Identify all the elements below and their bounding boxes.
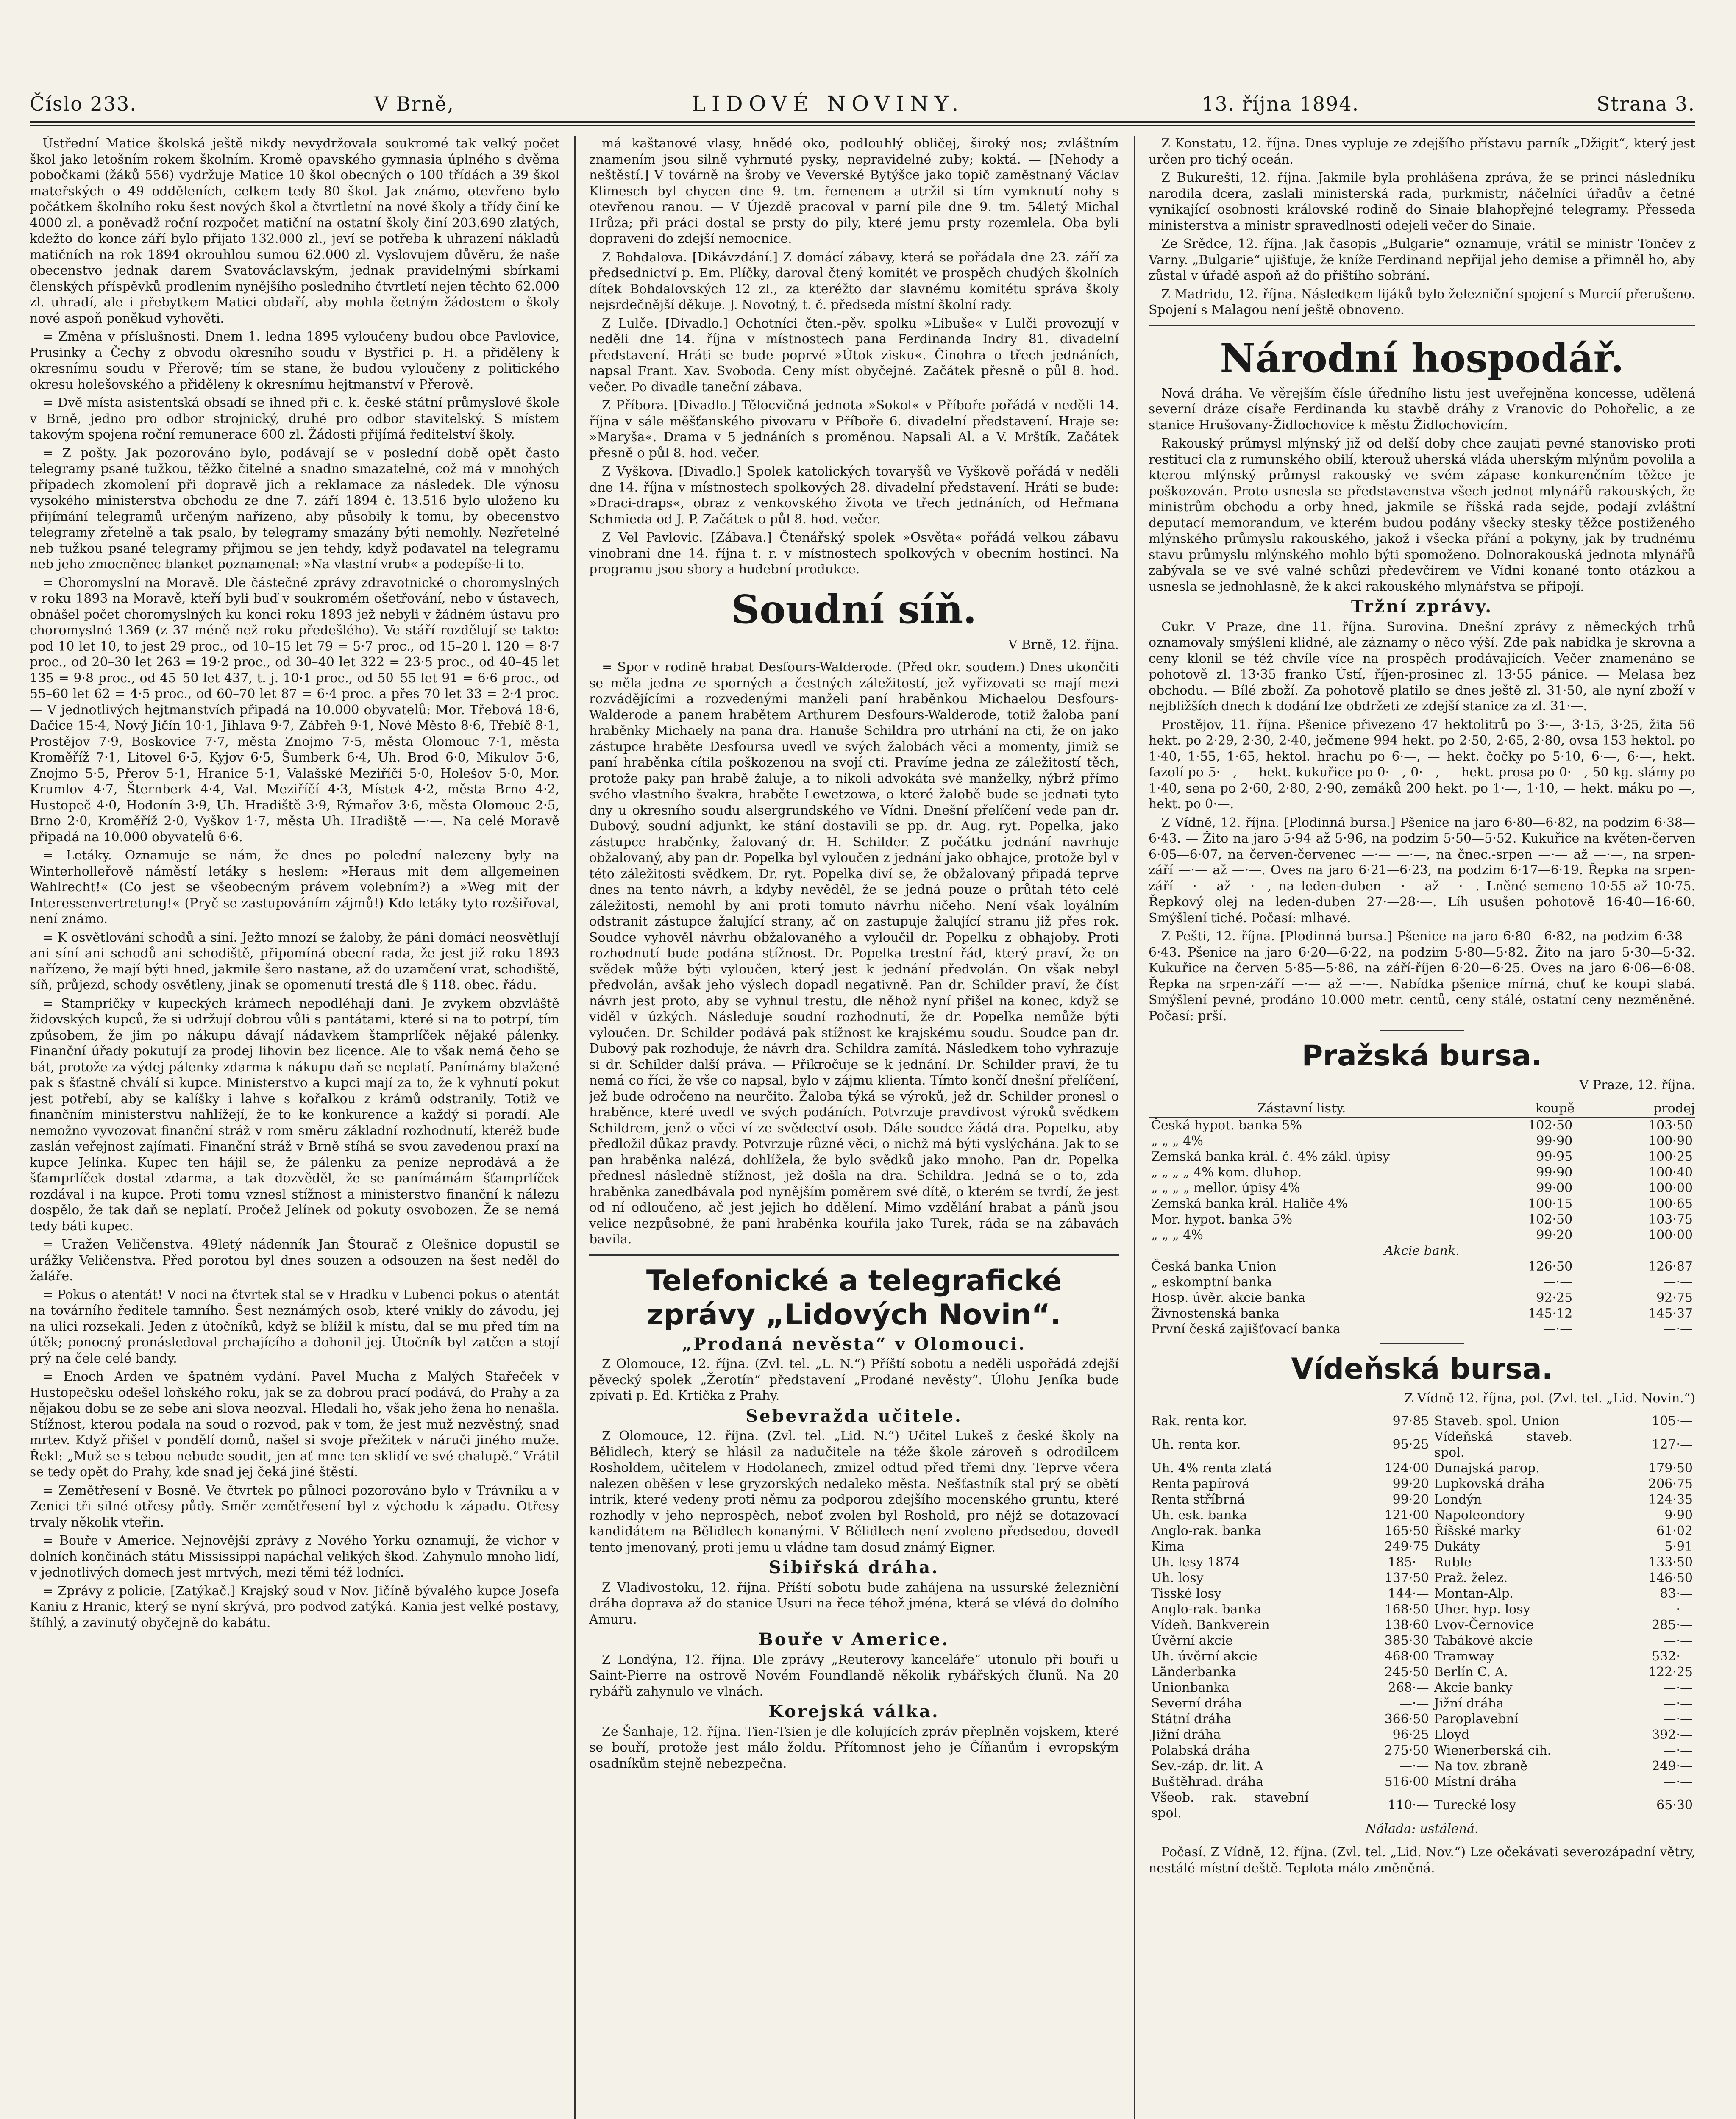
table-row	[1149, 1413, 1695, 1429]
table-row	[1149, 1180, 1695, 1196]
table-cell: 99·20	[1536, 1227, 1573, 1243]
column-divider	[1134, 136, 1135, 2119]
table-cell: Praž. želez.	[1434, 1570, 1508, 1585]
market-item: Prostějov, 11. října. Pšenice přivezeno 47 hektolitrů po 3·—, 3·15, 3·25, žita 56 hekt. po 2·29, 2·30, 2·40, ječmene 994 hekt. po 2·50, 2·65, 2·80, ovsa 153 hektol. po 1·40, 1·55, 1·65, hektol. hrachu po 6·—, — hekt. čočky po 5·10, 6·—, 6·—, hekt. fazolí po 5·—, — hekt. kukuřice po 0·—, 0·—, — hekt. prosa po 0·—, 50 kg. slámy po 1·40, sena po 2·60, 2·80, 2·90, zemáků 200 hekt. po 1·—, 1·10, — hekt. máku po —, hekt. po 0·—.	[1149, 717, 1695, 812]
news-item: = Z pošty. Jak pozorováno bylo, podávají se v poslední době opět často telegramy psané tužkou, těžko čitelné a snadno smazatelné, což má v mnohých případech zkomolení při dopravě jich a reklamace za následek. Dle výnosu vysokého ministerstva obchodu ze dne 7. září 1894 č. 13.516 bylo uloženo ku přijímání telegramů určeným nařízeno, aby působily k tomu, by obecenstvo telegramy zřetelně a tak psalo, by telegramy smazány býti nemohly. Nezřetelné neb tužkou psané telegramy přijmou se jen tehdy, když podavatel na telegramu neb jeho zmocněnec blanket poznamenal: »Na vlastní vrub« a podepíše-li to.	[30, 445, 559, 572]
table-cell: —·—	[1543, 1322, 1573, 1337]
table-cell: „ „ „ 4%	[1151, 1133, 1203, 1148]
table-cell: Berlín C. A.	[1434, 1664, 1508, 1680]
table-cell: 92·75	[1656, 1290, 1693, 1305]
column-1	[30, 136, 559, 2119]
column-2	[589, 136, 1119, 2119]
table-row	[1149, 1196, 1695, 1212]
table-cell: 137·50	[1384, 1570, 1429, 1585]
table-cell: Napoleondory	[1434, 1507, 1525, 1523]
table-row	[1149, 1727, 1695, 1743]
issue-number: Číslo 233.	[30, 92, 137, 115]
newspaper-page	[30, 25, 1695, 2119]
table-cell: 165·50	[1384, 1523, 1429, 1538]
table-cell: 532·—	[1652, 1649, 1693, 1664]
table-row	[1149, 1460, 1695, 1476]
table-cell: 102·50	[1528, 1212, 1573, 1227]
table-cell: 126·50	[1528, 1259, 1573, 1274]
table-cell: 100·90	[1648, 1133, 1693, 1148]
telegram-item: Z Konstatu, 12. října. Dnes vypluje ze zdejšího přístavu parník „Džigit“, který jest určen pro tichý oceán.	[1149, 136, 1695, 167]
telegram-item: Ze Srědce, 12. října. Jak časopis „Bulgarie“ oznamuje, vrátil se ministr Tončev z Varny. „Bulgarie“ ujišťuje, že kníže Ferdinand nepřijal jeho demise a přimněl ho, aby zůstal v úřadě aspoň až do příštího sobrání.	[1149, 236, 1695, 283]
table-cell: Státní dráha	[1151, 1711, 1232, 1727]
table-cell: 249·—	[1652, 1758, 1693, 1774]
table-cell: —·—	[1399, 1758, 1429, 1774]
news-item: = Dvě místa asistentská obsadí se ihned při c. k. české státní průmyslové škole v Brně, jedno pro odbor strojnický, druhé pro odbor stavitelský. S místem takovým spojena roční remunerace 600 zl. Žádosti přijímá ředitelství školy.	[30, 395, 559, 442]
table-row	[1149, 1306, 1695, 1321]
table-cell: 100·25	[1648, 1149, 1693, 1164]
table-cell: 168·50	[1384, 1602, 1429, 1617]
table-row	[1149, 1507, 1695, 1523]
table-row	[1149, 1633, 1695, 1649]
news-item: Z Vel Pavlovic. [Zábava.] Čtenářský spolek »Osvěta« pořádá velkou zábavu vinobraní dne 14. října t. r. v místnostech spolkových v obecním hostinci. Na programu jsou sbory a hudební produkce.	[589, 530, 1119, 577]
table-cell: Dukáty	[1434, 1539, 1480, 1554]
news-item: = Pokus o atentát! V noci na čtvrtek stal se v Hradku v Lubenci pokus o atentát na továrního ředitele tamního. Šest neznámých osob, které vnikly do závodu, jej na ulici rozsekali. Jeden z útočníků, když se blížil k místu, dal se mu před tím na útěk; ponocný pronásledoval prchajícího a dohonil jej. Útočník byl zatčen a stojí prý na čele celé bandy.	[30, 1287, 559, 1366]
news-item: Ústřední Matice školská ještě nikdy nevydržovala soukromé tak velký počet škol jako letošním rokem školním. Kromě opavského gymnasia úplného s dvěma pobočkami (žáků 556) vydržuje Matice 10 škol obecných o 100 třídách a 39 škol mateřských o 49 odděleních, celkem tedy 80 škol. Jak známo, otevřeno bylo počátkem školního roku šest nových škol a čtvrtletní na nové školy a třídy činí ke 4000 zl. a poněvadž roční rozpočet matiční na ostatní školy činí 203.690 zlatých, kdežto do konce září bylo přijato 132.000 zl., jeví se potřeba k uhrazení nákladů matičních na rok 1894 okrouhlou sumou 62.000 zl. Vyslovujem důvěru, že naše obecenstvo jednak darem Svatováclavským, jednak pravidelnými sbírkami členských příspěvků prodlením nynějšího posledního čtvrtletí nejen těchto 62.000 zl. uhradí, ale i přebytkem Matici obdaří, aby mohla četným žádostem o školy nové aspoň poněkud vyhověti.	[30, 136, 559, 326]
subheading: Bouře v Americe.	[759, 1630, 949, 1649]
news-item: = Choromyslní na Moravě. Dle částečné zprávy zdravotnické o choromyslných v roku 1893 na Moravě, kteří byli buď v soukromém ošetřování, nebo v ústavech, obnášel počet choromyslných ku konci roku 1893 jež nebyli v žádném ústavu pro choromyslné 1369 (z 37 méně než roku předešlého). Ve stáří rozdělují se takto: pod 10 let 10, to jest 29 proc., od 10–15 let 79 = 5·7 proc., od 15–20 l. 120 = 8·7 proc., od 20–30 let 263 = 19·2 proc., od 30–40 let 322 = 23·5 proc., od 40–45 let 135 = 9·8 proc., od 45–50 let 437, t. j. 10·1 proc., od 50–55 let 91 = 6·6 proc., od 55–60 let 62 = 4·5 proc., od 60–70 let 87 = 6·4 proc. a přes 70 let 33 = 2·4 proc. — V jednotlivých hejtmanstvích připadá na 10.000 obyvatelů: Mor. Třebová 18·6, Dačice 15·4, Nový Jičín 10·1, Jihlava 9·7, Zábřeh 9·1, Nové Město 8·6, Třebíč 8·1, Prostějov 7·9, Boskovice 7·7, města Znojmo 7·5, města Olomouc 7·1, města Kroměříž 7·1, Litovel 6·5, Kyjov 6·5, Šumberk 6·4, Uh. Brod 6·0, Mikulov 5·6, Znojmo 5·5, Přerov 5·1, Hranice 5·1, Valašské Meziříčí 5·0, Holešov 5·0, Mor. Krumlov 4·7, Šternberk 4·4, Val. Meziříčí 4·3, Místek 4·2, města Brno 4·2, Hustopeč 4·0, Hodonín 3·9, Uh. Hradiště 3·9, Rýmařov 3·6, města Olomouc 2·5, Brno 2·0, Kroměříž 2·0, Vyškov 1·7, města Uh. Hradiště —·—. Na celé Moravě připadá na 10.000 obyvatelů 6·6.	[30, 575, 559, 845]
table-row	[1149, 1149, 1695, 1165]
table-cell: Lupkovská dráha	[1434, 1476, 1545, 1491]
table-cell: Uh. losy	[1151, 1570, 1204, 1585]
section-heading-vienna-exchange: Vídeňská bursa.	[1291, 1352, 1553, 1386]
table-cell: Londýn	[1434, 1492, 1482, 1507]
issue-date: 13. října 1894.	[1202, 92, 1360, 115]
table-cell: Úvěrní akcie	[1151, 1633, 1233, 1648]
table-header: prodej	[1575, 1100, 1695, 1117]
telegram-item: Z Vladivostoku, 12. října. Příští sobotu bude zahájena na ussurské železniční dráha doprava až do stanice Usuri na řece téhož jména, která se vlévá do dolního Amuru.	[589, 1580, 1119, 1627]
table-row	[1149, 1696, 1695, 1711]
table-cell: Lvov-Černovice	[1434, 1617, 1534, 1632]
table-cell: 99·90	[1536, 1165, 1573, 1180]
separator	[1380, 1343, 1464, 1344]
weather-report: Počasí. Z Vídně, 12. října. (Zvl. tel. „Lid. Nov.“) Lze očekávati severozápadní větry, nestálé místní deště. Teplota málo změněná.	[1149, 1845, 1695, 1876]
table-cell: —·—	[1663, 1633, 1693, 1648]
prague-bank-table	[1149, 1259, 1695, 1337]
table-row	[1149, 1711, 1695, 1727]
table-cell: —·—	[1663, 1602, 1693, 1617]
section-divider	[589, 1254, 1119, 1256]
table-cell: Kima	[1151, 1539, 1185, 1554]
table-cell: 99·20	[1392, 1476, 1429, 1491]
table-cell: 133·50	[1648, 1554, 1693, 1570]
table-cell: 92·25	[1536, 1290, 1573, 1305]
table-cell: Jižní dráha	[1434, 1696, 1504, 1711]
economy-item: Rakouský průmysl mlýnský již od delší doby chce zaujati pevné stanovisko proti restituci cla z rumunského obilí, kterouž uherská vláda uherským mlýnům povolila a kterou mlýnský průmysl rakouský ve svém zápase konkurenčním těžce je poškozován. Proto usnesla se představenstva všech jednot mlynářů rakouských, že ministrům obchodu a orby hned, jakmile se říšská rada sejde, podají zvláštní deputací memorandum, ve kterém budou podány všecky stesky těžce postiženého mlýnského průmyslu rakouského, jakož i všecka přání a pokyny, jak by trudnému stavu průmyslu mlýnského mohlo býti spomoženo. Dolnorakouská jednota mlynářů zabývala se ve své valné schůzi předevčírem ve Vídni konané tonto otázkou a usnesla se jednohlasně, že k akci rakouského mlynářstva se připojí.	[1149, 436, 1695, 594]
market-item: Z Vídně, 12. října. [Plodinná bursa.] Pšenice na jaro 6·80—6·82, na podzim 6·38—6·43. — Žito na jaro 5·94 až 5·96, na podzim 5·50—5·52. Kukuřice na květen-červen 6·05—6·07, na červen-červenec —·— —·—, na čnec.-srpen —·— až —·—, na srpen-září —·— až —·—. Oves na jaro 6·21—6·23, na podzim 6·17—6·19. Řepka na srpen-září —·— až —·—, na leden-duben —·— až —·—. Lněné semeno 10·55 až 10·75. Řepkový olej na leden-duben 27·—28·—. Líh usušen pohotově 16·40—16·60. Smýšlení tiché. Počasí: mlhavé.	[1149, 815, 1695, 926]
table-cell: —·—	[1543, 1275, 1573, 1290]
table-row	[1149, 1274, 1695, 1290]
table-cell: —·—	[1663, 1322, 1693, 1337]
news-item: Z Lulče. [Divadlo.] Ochotníci čten.-pěv. spolku »Libuše« v Lulči provozují v neděli dne 14. října v místnostech pana Ferdinanda Indry 81. divadelní představení. Hráti se bude poprvé »Útok zisku«. Činohra o třech jednáních, napsal Frant. Xav. Svoboda. Ceny míst obyčejné. Začátek přesně o půl 8. hod. večer. Po divadle taneční zábava.	[589, 316, 1119, 395]
table-cell: 100·00	[1648, 1180, 1693, 1196]
table-cell: Wienerberská cih.	[1434, 1743, 1552, 1758]
table-cell: 275·50	[1384, 1743, 1429, 1758]
market-item: Cukr. V Praze, dne 11. října. Surovina. Dnešní zprávy z německých trhů oznamovaly smýšlení klidné, ale záznamy o něco výší. Zde pak nabídka je skrovna a ceny klonil se též chvíle více na prospěch prodávajících. Večer znamenáno se pohotově zl. 13·35 franko Ústí, říjen-prosinec zl. 13·55 pánice. — Melasa bez obchodu. — Bílé zboží. Za pohotově platilo se dnes ještě zl. 31·50, ale nyní zboží v nejbližších dnech k dodání lze obdržeti ze zdejší stanice za zl. 31·—.	[1149, 619, 1695, 714]
table-cell: —·—	[1663, 1743, 1693, 1758]
table-cell: Severní dráha	[1151, 1696, 1242, 1711]
telegram-item: Z Olomouce, 12. října. (Zvl. tel. „Lid. N.“) Učitel Lukeš z české školy na Bělidlech, který se hlásil za nadučitele na téže škole zároveň s odrodilcem Rosholdem, učitelem v Hodolanech, zmizel odtud před třemi dny. Teprve včera nalezen oběšen v lese gryzorských nedaleko města. Nešťastník stal prý se obětí intrik, které vedeny proti němu za podporou zdejšího mocenského gruntu, které rozhodly v jeho neprospěch, neboť zvolen byl Roshold, pro nějž se dotazovací kandidátem na Bělidlech konanými. V Bělidlech není zvoleno předsedou, dovedl tento jmenovaný, proti jemu u vládne tam dosud známý Eigner.	[589, 1429, 1119, 1555]
table-row	[1149, 1664, 1695, 1680]
table-cell: —·—	[1663, 1696, 1693, 1711]
news-item: = Uražen Veličenstva. 49letý nádenník Jan Štourač z Olešnice dopustil se urážky Veličenstva. Před porotou byl dnes souzen a odsouzen na šest neděl do žaláře.	[30, 1237, 559, 1284]
section-divider	[1149, 325, 1695, 326]
masthead-rule	[30, 121, 1695, 123]
table-cell: 126·87	[1648, 1259, 1693, 1274]
masthead	[30, 89, 1695, 119]
table-row	[1149, 1539, 1695, 1554]
table-cell: Turecké losy	[1434, 1798, 1516, 1813]
table-cell: —·—	[1663, 1711, 1693, 1727]
table-cell: Hosp. úvěr. akcie banka	[1151, 1290, 1306, 1305]
table-cell: 5·91	[1664, 1539, 1693, 1554]
table-cell: 122·25	[1648, 1664, 1693, 1680]
table-cell: 95·25	[1392, 1437, 1429, 1452]
table-cell: 83·—	[1660, 1586, 1693, 1601]
telegram-item: Z Londýna, 12. října. Dle zprávy „Reuterovy kanceláře“ utonulo při bouři u Saint-Pierre na ostrově Novém Foundlandě několik rybářských člunů. Na 20 rybářů zahynulo ve vlnách.	[589, 1652, 1119, 1699]
table-row	[1149, 1586, 1695, 1602]
separator	[1380, 1030, 1464, 1031]
table-row	[1149, 1758, 1695, 1774]
economy-item: Nová dráha. Ve věrejším čísle úředního listu jest uveřejněna koncesse, udělená severní dráze císaře Ferdinanda ku stavbě dráhy z Vranovic do Pohořelic, a ze stanice Hrušovany-Židlochovice k městu Židlochovicím.	[1149, 386, 1695, 433]
news-item: Z Vyškova. [Divadlo.] Spolek katolických tovaryšů ve Vyškově pořádá v neděli dne 14. října v místnostech spolkových 28. divadelní představení. Hráti se bude: »Draci-draps«, obraz z venkovského života ve třech jednáních, od Heřmana Schmieda od J. P. Začátek o půl 8. hod. večer.	[589, 464, 1119, 527]
market-mood: Nálada: ustálená.	[1365, 1821, 1479, 1836]
table-cell: 110·—	[1388, 1798, 1429, 1813]
table-cell: Na tov. zbraně	[1434, 1758, 1528, 1774]
table-cell: Uh. úvěrní akcie	[1151, 1649, 1257, 1664]
table-cell: 103·50	[1648, 1118, 1693, 1133]
table-cell: Sev.-záp. dr. lit. A	[1151, 1758, 1263, 1774]
table-cell: 96·25	[1392, 1727, 1429, 1742]
table-cell: 124·35	[1648, 1492, 1693, 1507]
news-item: = K osvětlování schodů a síní. Ježto mnozí se žaloby, že páni domácí neosvětlují ani síní ani schodů ani schodiště, připomíná obecní rada, že jest již roku 1893 nařízeno, že mají býti hned, jakmile šero nastane, až do uzamčení vrat, schodiště, síň, průjezd, schody osvětleny, jinak se opomenutí trestá dle § 118. obec. řádu.	[30, 930, 559, 993]
table-row	[1149, 1290, 1695, 1306]
subheading: Sebevražda učitele.	[746, 1406, 963, 1426]
subheading: Sibiřská dráha.	[768, 1557, 940, 1577]
table-cell: —·—	[1663, 1774, 1693, 1789]
table-row	[1149, 1321, 1695, 1337]
table-row	[1149, 1259, 1695, 1274]
table-row	[1149, 1790, 1695, 1821]
section-heading-telegrams: Telefonické a telegrafické zprávy „Lidových Novin“.	[646, 1264, 1062, 1332]
table-cell: Uher. hyp. losy	[1434, 1602, 1530, 1617]
table-cell: Montan-Alp.	[1434, 1586, 1514, 1601]
table-cell: „ „ „ 4%	[1151, 1227, 1203, 1243]
market-item: Z Pešti, 12. října. [Plodinná bursa.] Pšenice na jaro 6·80—6·82, na podzim 6·38—6·43. Pšenice na jaro 6·20—6·22, na podzim 5·80—5·82. Žito na jaro 5·30—5·32. Kukuřice na červen 5·85—5·86, na září-říjen 6·20—6·25. Oves na jaro 6·06—6·08. Řepka na srpen-září —·— až —·—. Nabídka pšenice mírná, chuť ke koupi slabá. Smýšlení pevné, prodáno 10.000 metr. centů, ceny stálé, ostatní ceny nezměněné. Počasí: prší.	[1149, 929, 1695, 1023]
table-cell: Živnostenská banka	[1151, 1306, 1280, 1321]
table-cell: Länderbanka	[1151, 1664, 1236, 1680]
section-heading-prague-exchange: Pražská bursa.	[1302, 1039, 1542, 1073]
table-cell: 145·12	[1528, 1306, 1573, 1321]
table-cell: —·—	[1663, 1275, 1693, 1290]
table-cell: Paroplavební	[1434, 1711, 1519, 1727]
vienna-exchange-table	[1149, 1413, 1695, 1821]
table-subheading: Akcie bank.	[1384, 1243, 1460, 1258]
table-cell: 385·30	[1384, 1633, 1429, 1648]
table-cell: 9·90	[1664, 1507, 1693, 1523]
table-cell: 249·75	[1384, 1539, 1429, 1554]
dateline: V Praze, 12. října.	[1579, 1078, 1695, 1093]
news-item: má kaštanové vlasy, hnědé oko, podlouhlý obličej, široký nos; zvláštním znamením jsou silně vyhrnuté pysky, nepravidelné zuby; koktá. — [Nehody a neštěstí.] V továrně na šroby ve Veverské Bytýšce jako topič zaměstnaný Václav Klimesch byl chycen dne 9. tm. řemenem a utržil si tím vymknutí nohy s otevřenou ranou. — V Újezdě pracoval v parní pile dne 9. tm. 54letý Michal Hrůza; při práci dostal se prsty do pily, které jemu prsty rozemlela. Oba byli dopraveni do zdejší nemocnice.	[589, 136, 1119, 246]
table-cell: Anglo-rak. banka	[1151, 1602, 1261, 1617]
table-cell: —·—	[1663, 1680, 1693, 1695]
table-row	[1149, 1227, 1695, 1243]
table-cell: 179·50	[1648, 1460, 1693, 1476]
table-cell: Akcie banky	[1434, 1680, 1513, 1695]
news-item: = Letáky. Oznamuje se nám, že dnes po polední nalezeny byly na Winterholleřově náměstí letáky s heslem: »Heraus mit dem allgemeinen Wahlrecht!« (Co jest se všeobecným právem volebním?) a »Weg mit der Interessenvertretung!« (Pryč se zastupováním zájmů!) Kdo letáky tyto rozšiřoval, není známo.	[30, 848, 559, 926]
table-row	[1149, 1570, 1695, 1586]
newspaper-title: LIDOVÉ NOVINY.	[691, 92, 965, 116]
table-row	[1149, 1743, 1695, 1758]
table-cell: První česká zajišťovací banka	[1151, 1322, 1341, 1337]
table-cell: 285·—	[1652, 1617, 1693, 1632]
table-cell: 206·75	[1648, 1476, 1693, 1491]
table-cell: Tramway	[1434, 1649, 1494, 1664]
table-cell: Místní dráha	[1434, 1774, 1517, 1789]
subheading: Korejská válka.	[768, 1702, 940, 1721]
table-cell: Ruble	[1434, 1554, 1472, 1570]
table-cell: Renta papírová	[1151, 1476, 1250, 1491]
table-cell: 146·50	[1648, 1570, 1693, 1585]
masthead-rule-thin	[30, 125, 1695, 126]
table-row	[1149, 1602, 1695, 1617]
table-row	[1149, 1476, 1695, 1492]
table-cell: Uh. 4% renta zlatá	[1151, 1460, 1272, 1476]
table-cell: 185·—	[1388, 1554, 1429, 1570]
table-cell: Všeob. rak. stavební spol.	[1151, 1790, 1309, 1821]
court-report: = Spor v rodině hrabat Desfours-Walderode. (Před okr. soudem.) Dnes ukončiti se měla jedna ze sporných a čestných záležitostí, jež vyřizovati se mají mezi rozvádějícími a rozvedenými manželi paní hraběnkou Michaelou Desfours-Walderode a panem hrabětem Arthurem Desfours-Walderode, totiž žaloba paní hraběnky Michaely na pana dra. Hanuše Schildra pro utrhání na cti, že on jako zástupce hraběte Desfoursa uvedl ve svých žalobách věci a momenty, jimiž se paní hraběnka cítila poškozenou na svojí cti. Pravíme jedna ze záležitostí těch, protože paky pan hrabě žaluje, a to nikoli advokáta své manželky, nýbrž přímo svého vlastního švakra, hraběte Lewetzowa, o které žalobě bude se jednati tyto dny u okresního soudu alsergrundského ve Vídni. Dnešní přelíčení vede pan dr. Dubový, soudní adjunkt, ke stání dostavili se pp. dr. Aug. ryt. Popelka, jako zástupce hraběnky, žalovaný dr. H. Schilder. Z počátku jednání navrhuje obžalovaný, aby pan dr. Popelka byl vyloučen z jednání jako obhajce, protože byl v této záležitosti svědkem. Dr. ryt. Popelka diví se, že obžalovaný připadá teprve dnes na tento návrh, a kdyby nevěděl, že se jedná pouze o průtah této celé záležitosti, nemohl by ani proti tomuto návrhu ničeho. Není však loyálním odstranit zástupce žalující strany, ač on zastupuje žalující stranu již přes rok. Soudce vyhověl návrhu obžalovaného a vyloučil dr. Popelku z obhajoby. Proti rozhodnutí bude podána stížnost. Dr. Popelka trestní řád, který praví, že on svědek může býti vyloučen, který jest k jednání předvolán. On však nebyl předvolán, avšak jeho výslech dopadl negativně. Pan dr. Schilder praví, že číst návrh jest proto, aby se vyhnul trestu, dle něhož nyní přišel na konec, když se viděl v úzkých. Následuje soudní rozhodnutí, že dr. Popelka nemůže býti vyloučen. Dr. Schilder podává pak stížnost ke krajskému soudu. Soudce pan dr. Dubový pak rozhoduje, že návrh dra. Schildra zamítá. Následkem toho vyhrazuje si dr. Schilder další práva. — Přikročuje se k jednání. Dr. Schilder praví, že tu nemá co říci, že vše co napsal, bylo v zájmu klienta. Tímto končí dnešní přelíčení, jež bude odročeno na neurčito. Žaloba týká se výroků, jež dr. Schilder pronesl o hraběnce, které uvedl ve svých podáních. Potvrzuje pravdivost výroků svědkem Schildrem, jenž o věci ví ze svědectví osob. Dále soudce žádá dra. Popelku, aby předložil důkaz pravdy. Potvrzuje různé věci, o nichž má býti vyslýchána. Jak to se pan hraběnka nalézá, dohlížela, že bylo svědků jako mnoho. Pan dr. Popelka přednesl následně stížnost, jež došla na dra. Schildra. Jedná se o to, zda hraběnka zanedbávala pod nynějším poměrem své dítě, o kterém se tvrdí, že jest od ní odloučeno, ač jest jejich ho ddělení. Mimo vzdělání hrabat a pánů jsou velice nezpůsobné, že paní hraběnka kouřila jako Turek, ráda se na zábavách bavila.	[589, 660, 1119, 1247]
table-cell: Uh. lesy 1874	[1151, 1554, 1240, 1570]
table-row	[1149, 1774, 1695, 1790]
section-heading-market: Tržní zprávy.	[1351, 597, 1493, 617]
column-divider	[574, 136, 576, 2119]
table-cell: 245·50	[1384, 1664, 1429, 1680]
table-cell: Staveb. spol. Union	[1434, 1413, 1560, 1429]
table-cell: 99·00	[1536, 1180, 1573, 1196]
table-cell: 100·00	[1648, 1227, 1693, 1243]
table-cell: 99·90	[1536, 1133, 1573, 1148]
telegram-item: Z Bukurešti, 12. října. Jakmile byla prohlášena zpráva, že se princi následníku narodila dcera, zaslali ministerská rada, purkmistr, náčelníci úřadův a četné vynikající osobnosti královské rodině do Sinaie blahopřejné telegramy. Přesseda ministerstva a ministr spravedlnosti odejeli večer do Sinaie.	[1149, 170, 1695, 233]
page-number: Strana 3.	[1596, 92, 1695, 115]
table-cell: 138·60	[1384, 1617, 1429, 1632]
table-row	[1149, 1212, 1695, 1227]
table-cell: Říšské marky	[1434, 1523, 1521, 1538]
news-item: = Enoch Arden ve špatném vydání. Pavel Mucha z Malých Stařeček v Hustopečsku odešel loňského roku, jak se za dobrou prací podává, do Prahy a za nějakou dobu se ze sebe ani slova neozval. Hledali ho, však jeho žena ho nenašla. Stížnost, kterou podala na soud o rozvod, pak v tom, že jest muž nezvěstný, snad mrtev. Když přišel v pondělí domů, našel si svoje přežitek v náruči jiného muže. Řekl: „Muž se s tebou nebude soudit, jen ať mne ten sklidí ve své chalupě.“ Vrátil se tedy opět do Prahy, kde snad jej čeká jiné štěstí.	[30, 1369, 559, 1479]
news-item: = Bouře v Americe. Nejnovější zprávy z Nového Yorku oznamují, že vichor v dolních končinách státu Mississippi napáchal velikých škod. Zahynulo mnoho lidí, v jednotlivých domech jest mrtvých, mezi těmi též lodníci.	[30, 1533, 559, 1580]
table-cell: 144·—	[1388, 1586, 1429, 1601]
table-cell: —·—	[1399, 1696, 1429, 1711]
section-heading-court: Soudní síň.	[731, 586, 977, 632]
news-item: Z Bohdalova. [Dikávzdání.] Z domácí zábavy, která se pořádala dne 23. září za předsednictví p. Em. Plíčky, daroval čtený komitét ve prospěch chudých školních dítek Bohdalovských 12 zl., za kteréžto dar slavnému komitétu správa školy nejsrdečnější děkuje. J. Novotný, t. č. předseda místní školní rady.	[589, 250, 1119, 312]
table-cell: 100·65	[1648, 1196, 1693, 1211]
table-cell: 366·50	[1384, 1711, 1429, 1727]
table-cell: 100·40	[1648, 1165, 1693, 1180]
table-cell: 127·—	[1652, 1437, 1693, 1452]
news-item: = Zemětřesení v Bosně. Ve čtvrtek po půlnoci pozorováno bylo v Trávníku a v Zenici tři silné otřesy půdy. Směr zemětřesení byl z východu k západu. Otřesy trvaly několik vteřin.	[30, 1483, 559, 1530]
table-cell: 65·30	[1656, 1798, 1693, 1813]
table-cell: 105·—	[1652, 1413, 1693, 1429]
table-cell: Polabská dráha	[1151, 1743, 1250, 1758]
news-item: = Zprávy z policie. [Zatýkač.] Krajský soud v Nov. Jičíně bývalého kupce Josefa Kaniu z Hranic, který se nyní skrývá, pro podvod zatýká. Kania jest velké postavy, štíhlý, a zavinutý obyčejně do kabátu.	[30, 1583, 559, 1630]
table-row	[1149, 1133, 1695, 1149]
table-cell: Mor. hypot. banka 5%	[1151, 1212, 1293, 1227]
table-cell: Vídeň. Bankverein	[1151, 1617, 1270, 1632]
telegram-item: Z Olomouce, 12. října. (Zvl. tel. „L. N.“) Příští sobotu a neděli uspořádá zdejší pěvecký spolek „Žerotín“ představení „Prodané nevěsty“. Úlohu Jeníka bude zpívati p. Ed. Krtička z Prahy.	[589, 1357, 1119, 1403]
table-row	[1149, 1680, 1695, 1696]
table-row	[1149, 1117, 1695, 1133]
table-cell: 103·75	[1648, 1212, 1693, 1227]
table-cell: 99·20	[1392, 1492, 1429, 1507]
table-cell: 124·00	[1384, 1460, 1429, 1476]
table-cell: 99·95	[1536, 1149, 1573, 1164]
table-cell: Jižní dráha	[1151, 1727, 1221, 1742]
prague-exchange-table	[1149, 1100, 1695, 1243]
table-cell: 392·—	[1652, 1727, 1693, 1742]
table-cell: Lloyd	[1434, 1727, 1470, 1742]
table-cell: 61·02	[1656, 1523, 1693, 1538]
table-cell: 468·00	[1384, 1649, 1429, 1664]
subheading: „Prodaná nevěsta“ v Olomouci.	[682, 1334, 1027, 1354]
section-heading-economy: Národní hospodář.	[1220, 335, 1624, 381]
table-cell: Vídeňská staveb. spol.	[1434, 1429, 1573, 1460]
news-item: = Změna v příslušnosti. Dnem 1. ledna 1895 vyloučeny budou obce Pavlovice, Prusinky a Čechy z obvodu okresního soudu v Bystřici p. H. a přiděleny k okresnímu soudu v Přerově; tím se stane, že budou vyloučeny z politického okresu holešovského a přiděleny k okresnímu hejtmanství v Přerově.	[30, 329, 559, 392]
table-header: Zástavní listy.	[1149, 1100, 1455, 1117]
table-row	[1149, 1554, 1695, 1570]
table-cell: Rak. renta kor.	[1151, 1413, 1247, 1429]
table-row	[1149, 1429, 1695, 1460]
table-cell: Unionbanka	[1151, 1680, 1230, 1695]
table-cell: 268·—	[1388, 1680, 1429, 1695]
table-cell: Tabákové akcie	[1434, 1633, 1533, 1648]
table-cell: 97·85	[1392, 1413, 1429, 1429]
table-cell: 145·37	[1648, 1306, 1693, 1321]
table-row	[1149, 1165, 1695, 1180]
table-cell: Buštěhrad. dráha	[1151, 1774, 1264, 1789]
table-cell: Dunajská parop.	[1434, 1460, 1540, 1476]
table-cell: Zemská banka král. č. 4% zákl. úpisy	[1151, 1149, 1390, 1164]
telegram-item: Ze Šanhaje, 12. října. Tien-Tsien je dle kolujících zpráv přeplněn vojskem, které se bouří, protože jest málo žoldu. Přítomnost jeho je Číňanům i evropským osadníkům stejně nebezpečna.	[589, 1724, 1119, 1771]
table-cell: Tisské losy	[1151, 1586, 1221, 1601]
column-3	[1149, 136, 1695, 2119]
table-cell: 121·00	[1384, 1507, 1429, 1523]
table-row	[1149, 1649, 1695, 1664]
table-cell: Renta stříbrná	[1151, 1492, 1245, 1507]
city: V Brně,	[374, 92, 454, 115]
news-item: = Stampričky v kupeckých krámech nepodléhají dani. Je zvykem obzvláště židovských kupců, že si udržují dobrou vůli s pantátami, které si na to potrpí, tím způsobem, že jim po nákupu dávají nádavkem štamprlíček nějaké pálenky. Finanční úřady pokutují za prodej lihovin bez licence. Ale to však nemá čeho se bát, protože za výdej pálenky zdarma k nákupu daň se neplatí. Panímámy blažené pak s šťastně chválí si kupce. Ministerstvo a kupci mají za to, že k vyhnutí pokut jest potřebí, aby se kalíšky i lahve s kořalkou z krámů odstranily. Totiž ve finančním ministerstvu nahlížejí, že to ke konkurence a každý si poradí. Ale nemožno vyvozovat finanční stráž v rom směru základní rozhodnutí, kteréž bude zaslán veřejnost zajímati. Finanční stráž v Brně stíhá se svou zavedenou praxí na kupce Jelínka. Kupec ten hájil se, že pálenku za peníze neprodává a že šťamprlíček dostal zdarma, a tak dozvěděl, že se panímámám šťamprlíček rozdával i na kupce. Proti tomu vznesl stížnost a ministerstvo finanční k nálezu dospělo, že tak daň se neplatí. Pročež Jelínek od pokuty osvobozen. Že se nemá tedy báti kupec.	[30, 996, 559, 1234]
table-cell: „ eskomptní banka	[1151, 1275, 1272, 1290]
table-row	[1149, 1492, 1695, 1507]
news-item: Z Příbora. [Divadlo.] Tělocvičná jednota »Sokol« v Příboře pořádá v neděli 14. října v sále měšťanského pivovaru v Příboře 6. divadelní představení. Hraje se: »Maryša«. Drama v 5 jednáních s proměnou. Napsali Al. a V. Mrštík. Začátek přesně o půl 8. hod. večer.	[589, 398, 1119, 461]
telegram-item: Z Madridu, 12. října. Následkem lijáků bylo železniční spojení s Murcií přerušeno. Spojení s Malagou není ještě obnoveno.	[1149, 286, 1695, 317]
dateline: V Brně, 12. října.	[1008, 637, 1119, 652]
table-row	[1149, 1617, 1695, 1633]
table-cell: Česká banka Union	[1151, 1259, 1277, 1274]
table-cell: 102·50	[1528, 1118, 1573, 1133]
table-cell: „ „ „ „ 4% kom. dluhop.	[1151, 1165, 1302, 1180]
table-cell: 100·15	[1528, 1196, 1573, 1211]
table-cell: Uh. esk. banka	[1151, 1507, 1247, 1523]
table-cell: Zemská banka král. Haliče 4%	[1151, 1196, 1348, 1211]
table-cell: Česká hypot. banka 5%	[1151, 1118, 1302, 1133]
table-row	[1149, 1523, 1695, 1539]
dateline: Z Vídně 12. října, pol. (Zvl. tel. „Lid. Novin.“)	[1404, 1391, 1695, 1406]
table-cell: 516·00	[1384, 1774, 1429, 1789]
table-cell: Uh. renta kor.	[1151, 1437, 1241, 1452]
table-cell: „ „ „ „ mellor. úpisy 4%	[1151, 1180, 1300, 1196]
table-cell: Anglo-rak. banka	[1151, 1523, 1261, 1538]
table-header: koupě	[1455, 1100, 1575, 1117]
